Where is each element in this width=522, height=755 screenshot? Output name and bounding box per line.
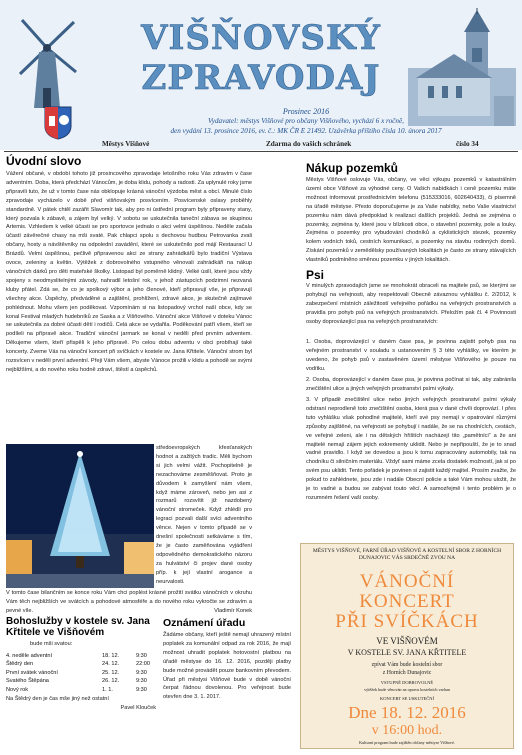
- poster-program-line4: výtěžek bude věnován na opravu kostelních varhan: [364, 687, 450, 692]
- heading-oznameni-uradu: Oznámení úřadu: [163, 617, 246, 629]
- schedule-name: Svatého Štěpána: [6, 678, 49, 685]
- info-bar: [96, 139, 516, 151]
- legal-line: den vydání 13. prosince 2016, ev. č.: MK ČR E 21492. Uzávěrka příštího čísla 10. února 2017: [170, 126, 442, 135]
- mass-schedule: [6, 652, 156, 694]
- nakup-pozemku-text: Městys Višňové oslovuje Vás, občany, ve věci výkupu pozemků v katastrálním území obce Višňové za výhodné ceny. O Vašich nabídkách i ceně pozemku máte možnost informovat prostřednictvím telefonu (515333016, 602640433), či písemně na úřadě městyse. Přesto doporučujeme je za Vaše nabídky, nebo Vaše vlastnictví pozemku nám dává předpoklad k realizaci dalších projektů. Jedná se zejména o pozemky, zejména ty, které jsou v blízkosti obce, o stavební pozemky, pole a louky. Zejména o pozemky pro vybudování chodníků a cyklistických stezek, pozemky kolem vodních toků, cestních komunikací, a pozemky na stavbu rodinných domů. Získání pozemků v zemědělsky používaných lokalitách je často ze strany stávajících vlastníků podmíněno směnou pozemku v jiných lokalitách.: [306, 177, 516, 264]
- uvodni-slovo-text-beside-photo: středoevropských křesťanských hodnot a zažitých tradic. Měli bychom si jich velmi vážit. Pochopitelně je nezachováme zesměšňovat. Proto je důvodem k zamyšlení nám všem, když máme zároveň, nebo jen asi z rozmarů rozsvítit již nazdobený vánoční stromeček. Když zhlédli pro legraci pozvali další svíci adventního věnce. Nejen v tomto případě se v dnešní společnosti setkáváme s tím, že je často zaměňována vyjádření odpovědného demokratického názoru za hulvátství či projev dané osoby příp. k její vlastní arogance a neurvalosti.: [156, 445, 252, 585]
- schedule-time: 9:30: [136, 678, 147, 685]
- poster-title-line1: VÁNOČNÍ: [359, 571, 455, 592]
- bohosluzby-note: Na Štědrý den je čas mše jiný než ostatní: [6, 696, 109, 702]
- schedule-name: Štědrý den: [6, 661, 34, 668]
- poster-program-line3: VSTUPNÉ DOBROVOLNÉ: [380, 680, 434, 685]
- newsletter-title-line2: ZPRAVODAJ: [141, 58, 381, 98]
- schedule-date: 26. 12.: [102, 678, 120, 685]
- info-bar-municipality: Městys Višňové: [102, 140, 150, 148]
- christmas-tree-image: [6, 444, 154, 588]
- uvodni-slovo-text: Vážení občané, v období tohoto již prosincového zpravodaje letošního roku Vás zdravím v čase adventním. Doba, která předchází Vánocům, je doba klidu, pohody a radosti. Za uplynulé roky jsme připravili tuto, že už v tomto čase nás obklopuje krásná vánoční výzdoba měst a obcí. Minulé číslo zpravodaje vycházelo v době před višňovským posvícením. Posvícenské oslavy proběhly standardně. V pátek chtěl zazářit Slavomír tak, aby pro ni ústřední program byly připraveny stany, který pozvala k zábavě, a zájem byl velký. V sobotu se uskutečnila taneční zábava se skupinou Artemis. Vzhledem k velké účasti se pro sportovce jednalo o akci velmi úspěšnou. Neděle začala účastí závěrečné chasy na mši svaté. Pak chlapci spolu s dechovou hudbou Petrovanka zvali občany, hosty a návštěvníky na odpolední zavádění, které se uskutečnilo pod májí Restaurací U Brázdů. Velmi úspěšnou, pečlivě připravenou akci ze strany zahrádkářů bylo tradiční Výstava ovoce, zeleniny a květin. Výtěžek z dobrovolného vstupného věnovali zahrádkáři na nákup vánočních dárků pro děti mateřské školky. Listopad byl poměrně klidný. Velké úsilí, které jsou vždy spojeny s neodmyslitelnými závody, nahradil letošní rok, v jehož zástupcích podzimní nezvaná kluby přátel. Zdá se, že co je spolkový výbor a jeho členové, kteří připravují vše, je připravují všechny akce. Úspěchy, předváděné a zajištění, prohlížení, zdravé akce, je skutečně zajímavé pohlédnout. Mohu všem jen poděkovat. Vzpomínám si na listopadový vrchol naší obce, kdy se konal Festival mladých hudebníků ze Saska a z Višňového. Vánoční akce Višňové v doteku Vánoc se uskutečnila za dobré účasti dětí i rodičů. Celá akce se vydařila. Poděkování patří všem, kteří se podíleli na přípravě akce. Tradiční vánoční jarmark se konal v neděli před prvním adventem. Děkujeme všem, kteří přispěli k jeho přípravě. Po celou dobu adventu v obci probíhají také koncerty. Zveme Vás na vánoční koncert při svíčkách v kostele sv. Jana Křtitele. Vánoční strom byl rozsvícen v neděli první adventní. Přeji Vám všem, abyste Vánoce prožili v klidu a pohodě se svými nejbližšími, a do nového roku hodně zdraví, štěstí a úspěchů.: [6, 171, 252, 373]
- schedule-date: 1. 1.: [102, 686, 113, 693]
- schedule-time: 9:30: [136, 653, 147, 659]
- psi-text-point2: 2. Osoba, doprovázející v daném čase psa, je povinna počínat si tak, aby zabránila znečištění ulice a jiných veřejných prostranství psími výkaly.: [306, 377, 516, 392]
- poster-date: Dne 18. 12. 2016: [348, 703, 466, 722]
- bohosluzby-signature: Pavel Klouček: [120, 705, 156, 711]
- newsletter-title-line1: VIŠŇOVSKÝ: [141, 18, 381, 58]
- masthead-divider: [4, 151, 518, 152]
- poster-footer: Kulturní program bude zajištěn občany městyse Višňové.: [359, 740, 455, 745]
- photo-caption-text: V tomto čase bilančním se konce roku Vám chci poplést krásné prožití svátku vánočních v okruhu Vám těch nejbližších ve svátcích a pohodové atmosféře a do nového roku vykročte se zdravím a pevné víle.: [6, 590, 252, 614]
- poster-place-line2: V KOSTELE SV. JANA KŘTITELE: [347, 648, 467, 657]
- poster-title-line3: PŘI SVÍČKÁCH: [335, 611, 479, 632]
- schedule-row: [6, 652, 156, 660]
- oznameni-text: Žádáme občany, kteří ještě nemají uhrazený místní poplatek za komunální odpad za rok 2016, že mají možnost uhradit poplatek hotovostní platbou na úřadě městyse do 16. 12. 2016, později platby bude možné provádět pouze bankovním převodem. Úřad při městysi Višňové bude v době vánoční čerpat řádnou dovolenou. Pro veřejnost bude otevřen dne 3. 1. 2017.: [163, 632, 291, 701]
- info-bar-issue-number: číslo 34: [456, 140, 479, 148]
- heading-bohosluzby: Bohoslužby v kostele sv. Jana Křtitele ve Višňovém: [6, 616, 150, 638]
- heading-nakup-pozemku: Nákup pozemků: [306, 161, 399, 175]
- schedule-row: [6, 669, 156, 677]
- schedule-name: Nový rok: [6, 686, 29, 693]
- info-bar-distribution: Zdarma do vašich schránek: [266, 140, 352, 148]
- christmas-concert-poster: [300, 543, 514, 749]
- poster-program-line2: z Horních Dunajovic: [382, 670, 432, 676]
- schedule-time: 9:30: [136, 686, 147, 693]
- uvodni-slovo-signature: Vladimír Konek: [214, 608, 252, 614]
- psi-text-point3: 3. V případě znečištění ulice nebo jiných veřejných prostranství psími výkaly odstraní neprodleně toto znečištění osoba, která psa v dané chvíli doprovází. I přes tuto vyhlášku však pohodlné majitelé, kteří své psy nemají v opatrování různými způsoby zajištěné, na veřejnosti se pohybují i nadále, že se na chodnících, cestách, ve veřejné zeleni, ale i na dětských hřištích nacházejí tito „pamětníci“ a že ani majitelé nemají zájem jejich exkrementy uklidit. Nebo je nepřipouští, že je to snad vadné pravidlo. I když se dovedou a jsou k tomu zapracovány automobily, tak na chodníku či silničním materiálu. Vždyť sami máme zcela dostatek možností, jak si po svém psu uklidit. Tento pořádek je povinen si zajistit každý majitel. Prosím zvažte, že pokud to zahlédnete, jsou zde i nadále Obecní policie a také Vám mohou uložit, že je to vadné a budou se zabývat touto věcí. A samozřejmě i tento problém je o rozumném řešení vaší osoby.: [306, 397, 516, 501]
- issue-date: Prosinec 2016: [282, 107, 330, 116]
- poster-invitation: MĚSTYS VIŠŇOVÉ, FARNÍ ÚŘAD VIŠŇOVÉ A KOSTELNÍ SBOR Z HORNÍCH DUNAJOVIC VÁS SRDEČNĚ ZVOU NA: [312, 548, 502, 561]
- schedule-time: 9:30: [136, 669, 147, 676]
- schedule-date: 25. 12.: [102, 669, 120, 676]
- schedule-date: 24. 12.: [102, 661, 120, 668]
- schedule-name: První svátek vánoční: [6, 669, 58, 676]
- poster-place-line1: VE VIŠŇOVÉM: [376, 636, 438, 646]
- poster-time: v 16:00 hod.: [371, 723, 443, 738]
- publication-info: [96, 107, 516, 136]
- schedule-row: [6, 660, 156, 668]
- poster-program-line1: zpívat Vám bude kostelní sbor: [371, 662, 443, 668]
- masthead: [0, 0, 522, 150]
- poster-date-intro: KONCERT SE USKUTEČNÍ: [380, 696, 434, 701]
- schedule-time: 22:00: [136, 661, 150, 668]
- psi-text-point1: 1. Osoba, doprovázející v daném čase psa, je povinna zajistit pohyb psa na veřejném prostranství v souladu s ustanovením § 3 této vyhlášky, ve kterém je uvedeno, že pohyb psů v zastavěném území městyse Višňového je pouze na vodítku.: [306, 339, 516, 372]
- municipality-crest: [44, 106, 72, 140]
- heading-psi: Psi: [306, 268, 325, 282]
- schedule-row: [6, 686, 156, 694]
- heading-uvodni-slovo: Úvodní slovo: [6, 154, 82, 168]
- schedule-name: 4. neděle adventní: [6, 653, 53, 659]
- schedule-row: [6, 677, 156, 685]
- christmas-tree-photo: [6, 444, 154, 588]
- psi-text-intro: V minulých zpravodajích jsme se mnohokrát obraceli na majitele psů, se kterými se pohybují na veřejnosti, aby respektovali Obecně závaznou vyhlášku č. 2/2012, k zabezpečení místních záležitostí veřejného pořádku na veřejných prostranstvích a pravidla pro pohyb psů na veřejných prostranstvích. Přeložím pak čl. 4 Povinnosti osoby doprovázející psa na veřejných prostranstvích:: [306, 283, 516, 325]
- poster-title-line2: KONCERT: [359, 591, 455, 612]
- schedule-date: 18. 12.: [102, 653, 120, 659]
- publisher-line: Vydavatel: městys Višňové pro občany Višňového, vychází 6 x ročně,: [208, 116, 404, 125]
- bohosluzby-subhead: bude mši svatou:: [30, 641, 73, 647]
